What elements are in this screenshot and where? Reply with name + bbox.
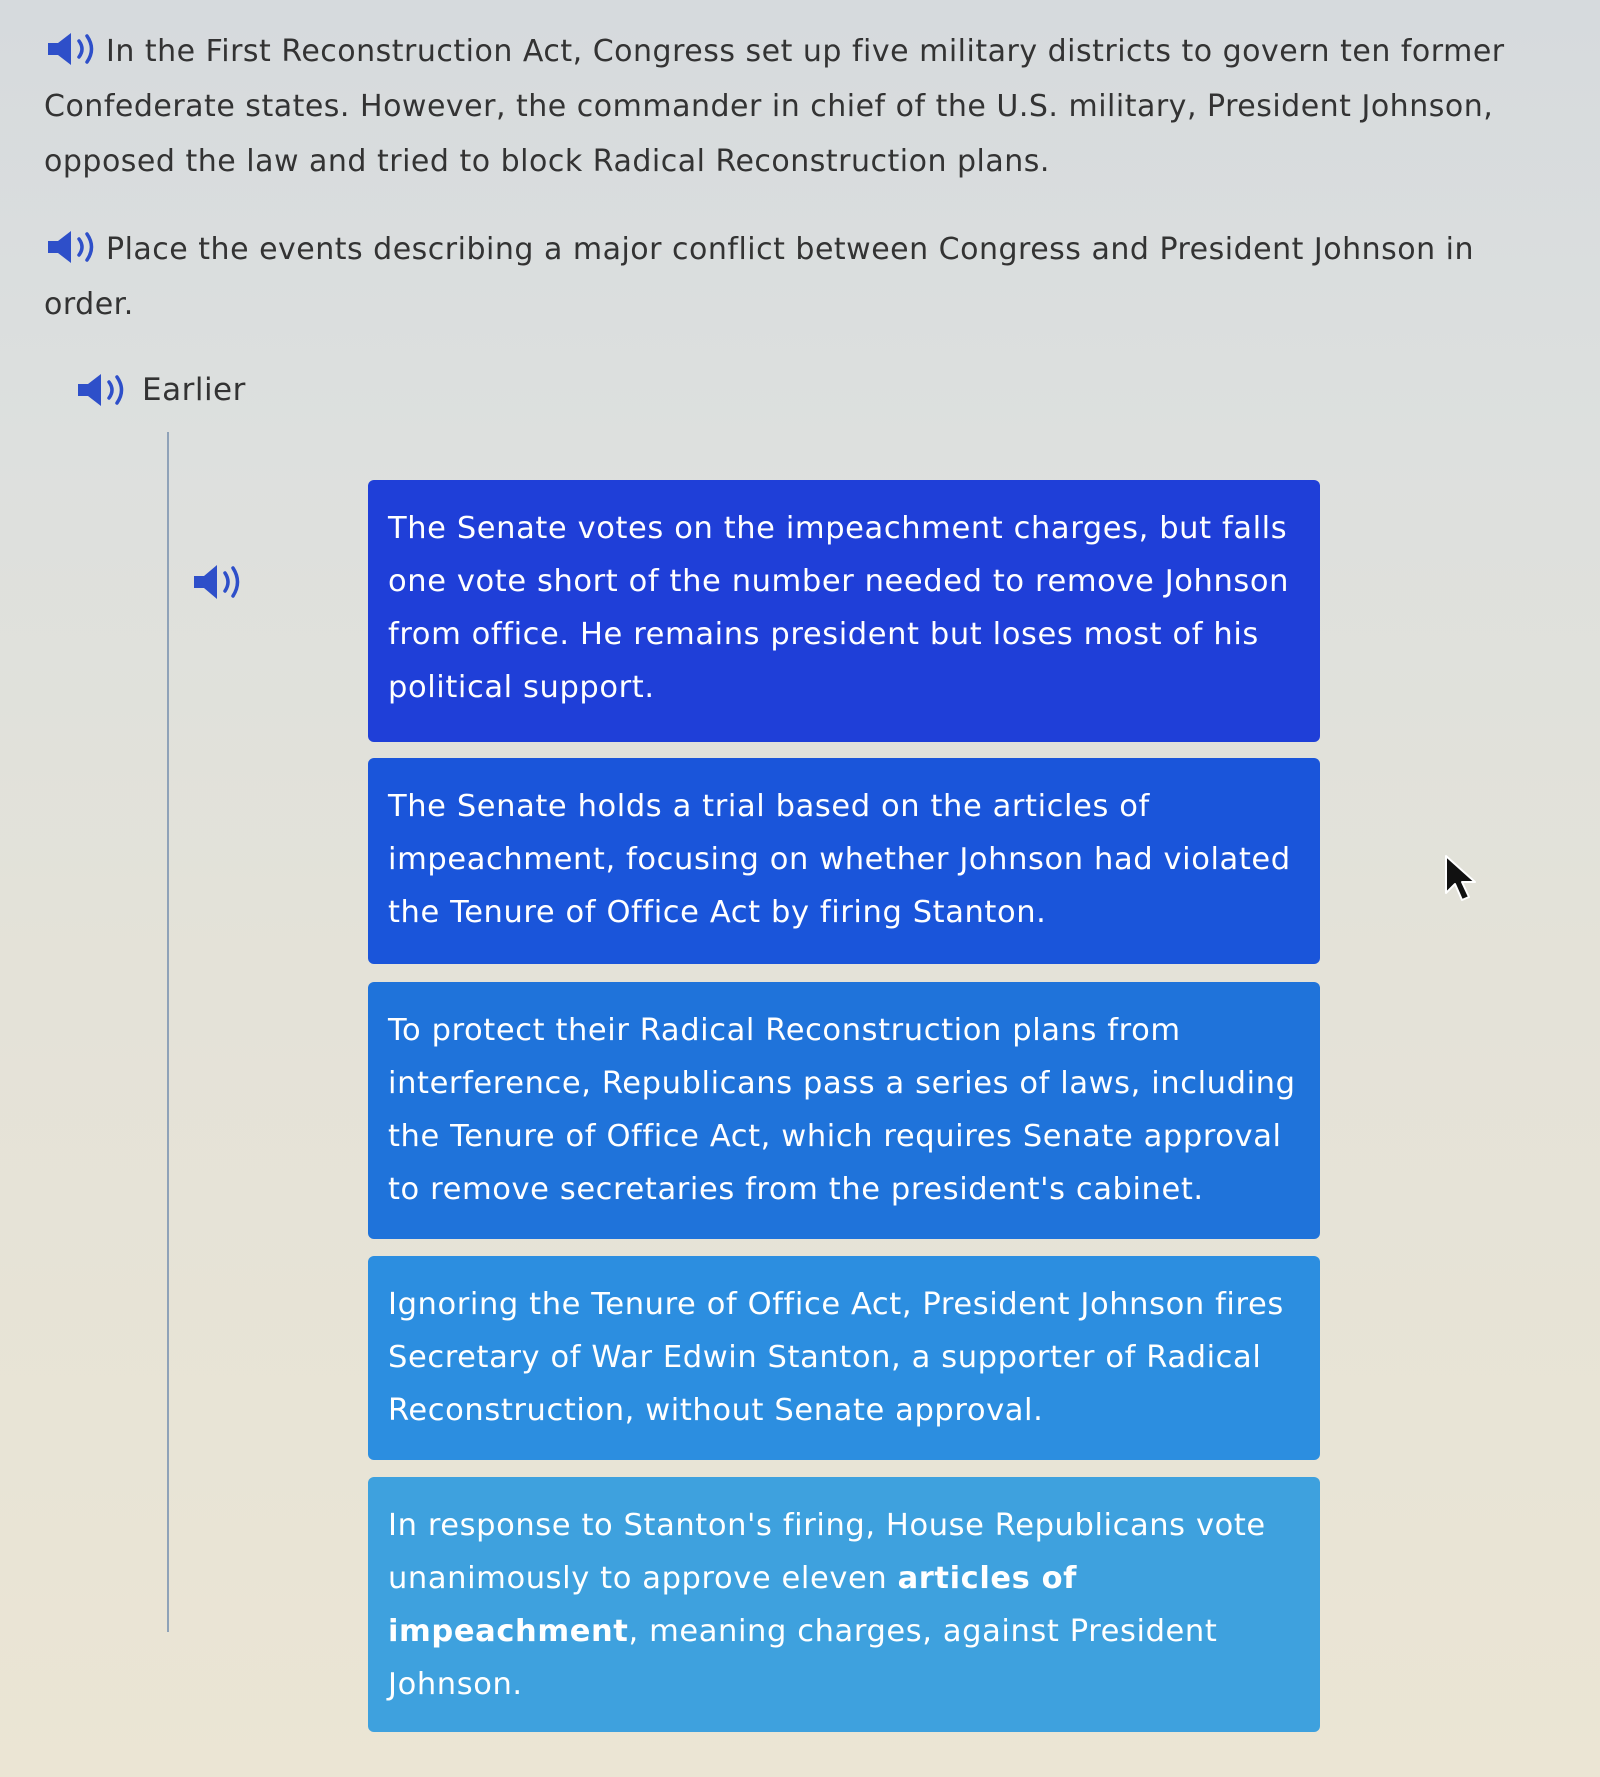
event-card[interactable] bbox=[368, 1256, 1320, 1460]
event-card[interactable] bbox=[368, 480, 1320, 742]
intro-paragraph bbox=[44, 24, 1544, 189]
timeline-line bbox=[167, 432, 169, 1632]
instructions-paragraph bbox=[44, 222, 1544, 332]
intro-text: In the First Reconstruction Act, Congress set up five military districts to govern ten former Confederate states. However, the commander in chief of the U.S. military, President Johnson, opposed the law and tried to block Radical Reconstruction plans. bbox=[44, 34, 1505, 179]
event-card-text: The Senate holds a trial based on the articles of impeachment, focusing on whether Johnson had violated the Tenure of Office Act by firing Stanton. bbox=[388, 789, 1291, 930]
earlier-label: Earlier bbox=[142, 372, 246, 408]
event-card[interactable] bbox=[368, 1477, 1320, 1732]
speaker-icon[interactable] bbox=[190, 561, 248, 603]
event-card-text: The Senate votes on the impeachment charges, but falls one vote short of the number needed to remove Johnson from office. He remains president but loses most of his political support. bbox=[388, 511, 1290, 705]
event-card[interactable] bbox=[368, 758, 1320, 964]
event-card-text-end: , meaning charges, against President Johnson. bbox=[388, 1614, 1218, 1702]
timeline-top-label bbox=[74, 365, 246, 415]
event-card-text-start: In response to Stanton's firing, House Republicans vote unanimously to approve eleven bbox=[388, 1508, 1266, 1596]
speaker-icon[interactable] bbox=[44, 29, 102, 69]
mouse-pointer-icon bbox=[1443, 853, 1483, 905]
event-card-text: To protect their Radical Reconstruction plans from interference, Republicans pass a series of laws, including the Tenure of Office Act, which requires Senate approval to remove secretaries from the president's cabinet. bbox=[388, 1013, 1296, 1207]
speaker-icon[interactable] bbox=[74, 370, 132, 410]
event-card-text: Ignoring the Tenure of Office Act, President Johnson fires Secretary of War Edwin Stanton, a supporter of Radical Reconstruction, without Senate approval. bbox=[388, 1287, 1284, 1428]
instructions-text: Place the events describing a major conflict between Congress and President Johnson in order. bbox=[44, 232, 1475, 322]
vocabulary-term[interactable]: articles of impeachment bbox=[388, 1561, 1078, 1649]
speaker-icon[interactable] bbox=[44, 227, 102, 267]
event-card[interactable] bbox=[368, 982, 1320, 1239]
